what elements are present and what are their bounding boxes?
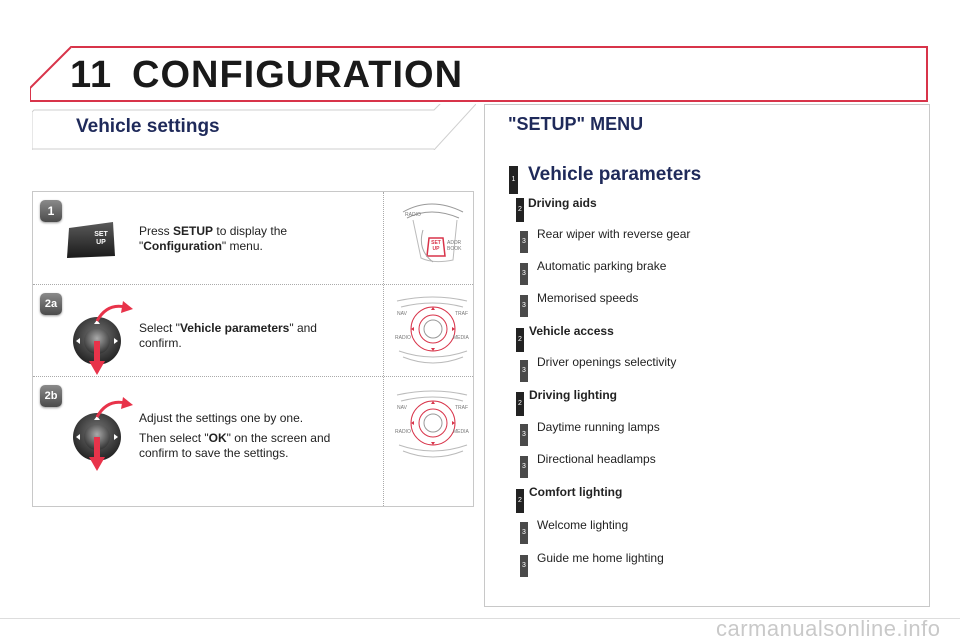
level-marker: 3 [520,360,528,382]
step-1-text [139,224,359,254]
watermark: carmanualsonline.info [716,616,941,641]
section-title: Vehicle settings [76,116,220,137]
menu-item-guide-me-home: Guide me home lighting [537,551,664,565]
step-2a-text-bold: Vehicle parameters [179,321,290,335]
panel-label-radio: RADIO [395,335,411,341]
menu-item-directional-headlamps: Directional headlamps [537,452,656,466]
panel-label-nav: NAV [397,311,407,317]
menu-item-memorised-speeds: Memorised speeds [537,291,639,305]
menu-item-daytime-lamps: Daytime running lamps [537,420,660,434]
step-2a-text-line2: confirm. [139,336,182,350]
menu-item-driving-aids: Driving aids [528,196,597,210]
step-badge: 2b [40,385,62,407]
level-marker: 3 [520,456,528,478]
step-2a-text-pre: Select " [139,321,180,335]
chapter-title: CONFIGURATION [132,54,464,96]
setup-button-label-2: UP [96,239,106,246]
level-marker: 3 [520,424,528,446]
level-marker: 3 [520,263,528,285]
chapter-number: 11 [70,54,113,96]
step-1-text-line2-pre: " [139,239,144,253]
panel-label-media: MEDIA [453,335,469,341]
panel-label-addr: ADDR BOOK [447,240,462,252]
header-bottom-rule [30,100,928,102]
level-marker: 2 [516,198,524,222]
level-marker: 3 [520,555,528,577]
panel-label-traf: TRAF [455,405,469,411]
step-1-text-post: to display the [213,224,288,238]
step-1-text-bold: SETUP [173,224,214,238]
menu-item-rear-wiper: Rear wiper with reverse gear [537,227,691,241]
panel-label-setup: SET UP [431,240,441,252]
menu-item-driver-openings: Driver openings selectivity [537,355,677,369]
panel-label-media: MEDIA [453,429,469,435]
step-2a-text-post: " and [289,321,317,335]
level-marker: 3 [520,295,528,317]
step-2b-text-line2-pre: Then select " [139,431,209,445]
step-1-text-line2-bold: Configuration [143,239,222,253]
menu-item-parking-brake: Automatic parking brake [537,259,667,273]
step-1-text-pre: Press [139,224,174,238]
level-marker: 2 [516,328,524,352]
step-badge: 2a [40,293,62,315]
step-badge: 1 [40,200,62,222]
header-top-rule [72,46,928,48]
panel-label-traf: TRAF [455,311,469,317]
panel-label-radio: RADIO [405,212,421,218]
level-marker: 3 [520,522,528,544]
menu-item-driving-lighting: Driving lighting [529,388,617,402]
menu-item-vehicle-access: Vehicle access [529,324,614,338]
knob-panel-illustration [393,385,471,465]
knob-press-icon [67,395,137,475]
menu-item-welcome-lighting: Welcome lighting [537,518,629,532]
setup-menu-title: "SETUP" MENU [508,114,644,134]
panel-label-nav: NAV [397,405,407,411]
step-2b-text-line3: confirm to save the settings. [139,446,289,460]
panel-label-radio: RADIO [395,429,411,435]
step-1-text-line2-post: " menu. [221,239,263,253]
step-2b-text-line2-post: " on the screen and [226,431,331,445]
step-2b [33,377,473,506]
step-1 [33,192,473,284]
menu-item-comfort-lighting: Comfort lighting [529,485,623,499]
step-2a-text [139,321,359,351]
setup-button-label-1: SET [94,231,108,238]
level-marker: 2 [516,392,524,416]
level-marker: 1 [509,166,518,194]
knob-panel-illustration [393,291,471,371]
steps-panel [32,191,474,507]
step-2b-text [139,411,369,461]
knob-press-icon [67,299,137,377]
step-2b-text-line2-bold: OK [208,431,227,445]
header-right-rule [926,46,928,102]
level-marker: 2 [516,489,524,513]
step-2a [33,285,473,376]
level-marker: 3 [520,231,528,253]
menu-item-vehicle-parameters: Vehicle parameters [528,164,702,185]
step-2b-text-line1: Adjust the settings one by one. [139,411,304,425]
